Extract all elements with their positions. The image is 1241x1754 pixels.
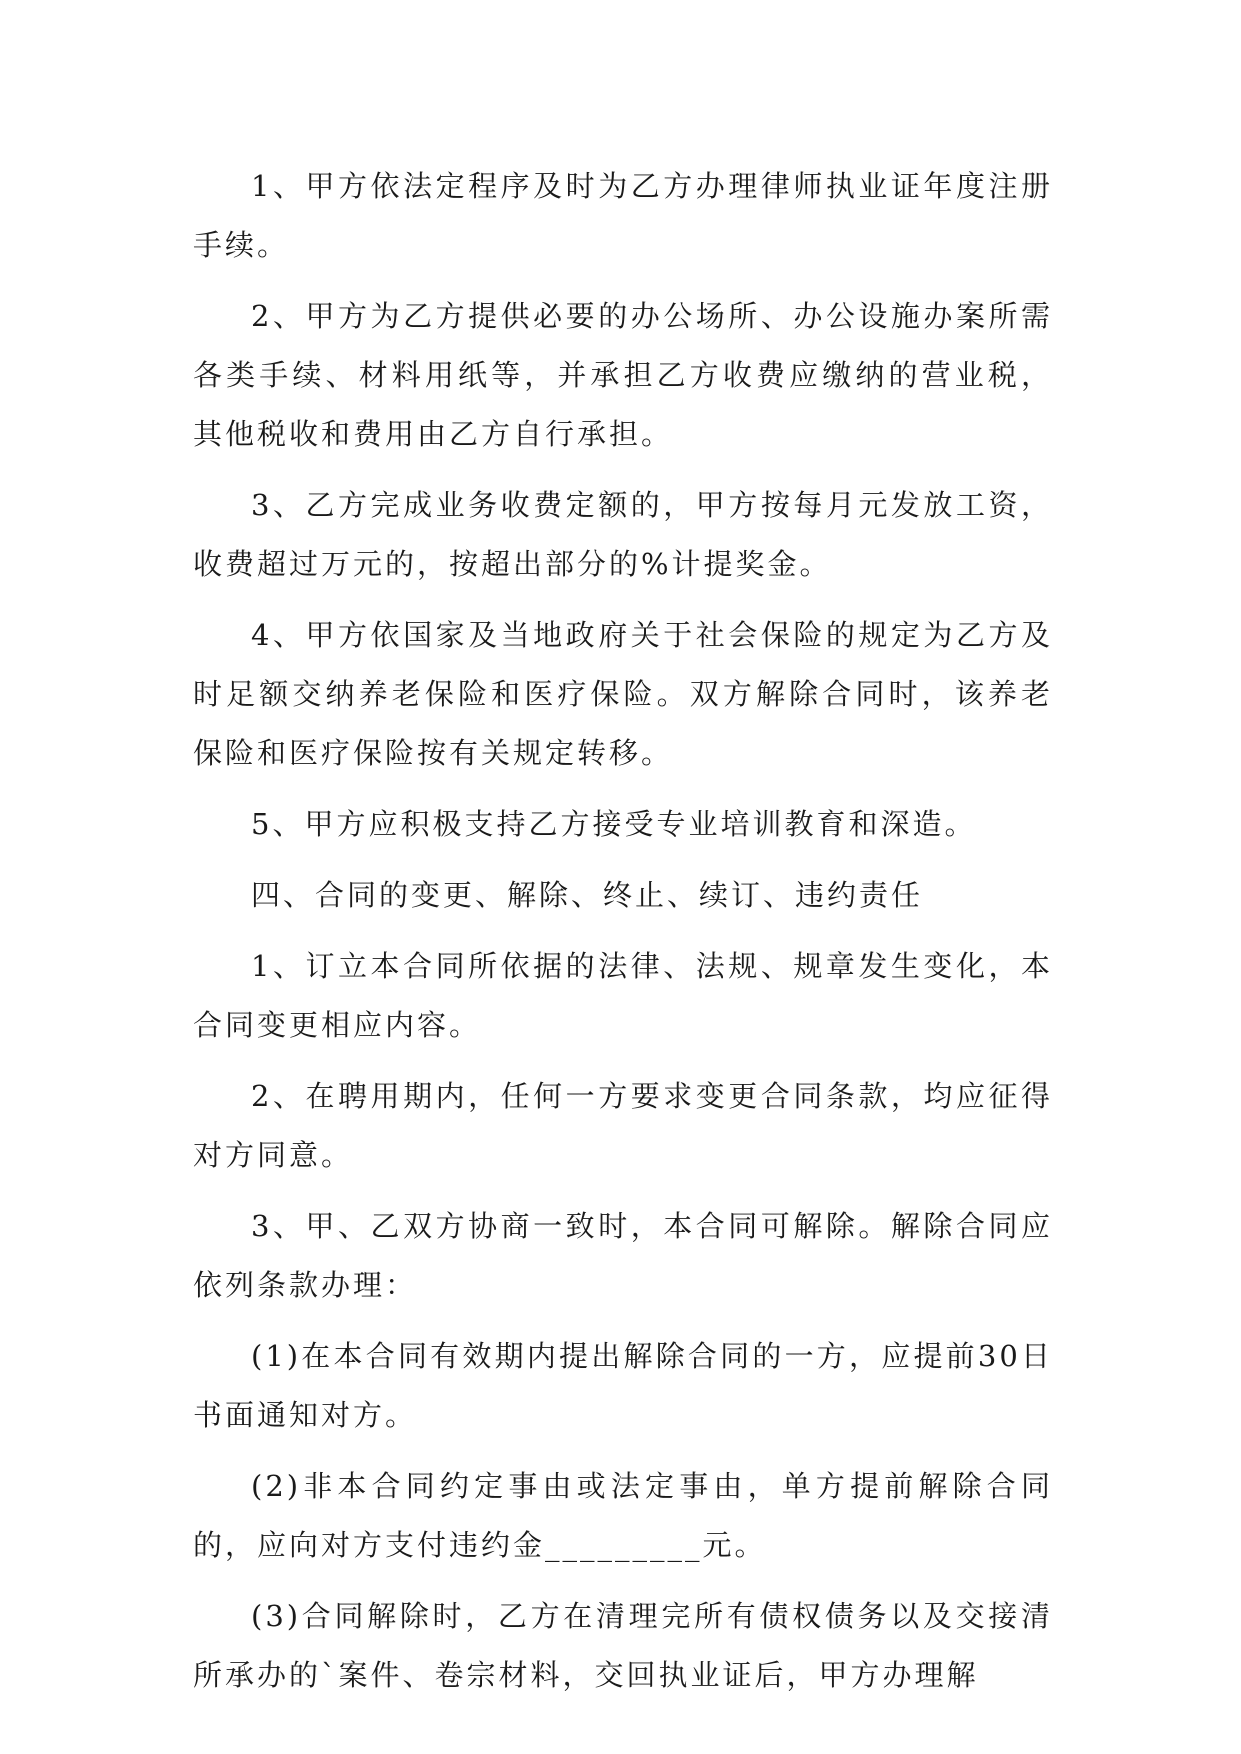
clause-paragraph: 2、甲方为乙方提供必要的办公场所、办公设施办案所需各类手续、材料用纸等，并承担乙方收费应缴纳的营业税，其他税收和费用由乙方自行承担。 <box>193 299 1053 451</box>
sub-clause-paragraph: (1)在本合同有效期内提出解除合同的一方，应提前30日书面通知对方。 <box>193 1339 1053 1432</box>
clause-paragraph: 2、在聘用期内，任何一方要求变更合同条款，均应征得对方同意。 <box>193 1079 1053 1172</box>
clause-paragraph: 3、乙方完成业务收费定额的，甲方按每月元发放工资，收费超过万元的，按超出部分的%计提奖金。 <box>193 488 1053 581</box>
sub-clause-paragraph: (2)非本合同约定事由或法定事由，单方提前解除合同的，应向对方支付违约金_________元。 <box>193 1469 1053 1562</box>
clause-paragraph: 1、甲方依法定程序及时为乙方办理律师执业证年度注册手续。 <box>193 169 1053 262</box>
section-heading: 四、合同的变更、解除、终止、续订、违约责任 <box>251 878 924 912</box>
clause-paragraph: 4、甲方依国家及当地政府关于社会保险的规定为乙方及时足额交纳养老保险和医疗保险。双方解除合同时，该养老保险和医疗保险按有关规定转移。 <box>193 618 1053 770</box>
clause-paragraph: 5、甲方应积极支持乙方接受专业培训教育和深造。 <box>251 807 977 841</box>
clause-paragraph: 3、甲、乙双方协商一致时，本合同可解除。解除合同应依列条款办理： <box>193 1209 1053 1302</box>
document-page <box>193 157 1053 1717</box>
sub-clause-paragraph: (3)合同解除时，乙方在清理完所有债权债务以及交接清所承办的`案件、卷宗材料，交回执业证后，甲方办理解 <box>193 1599 1053 1692</box>
clause-paragraph: 1、订立本合同所依据的法律、法规、规章发生变化，本合同变更相应内容。 <box>193 949 1053 1042</box>
